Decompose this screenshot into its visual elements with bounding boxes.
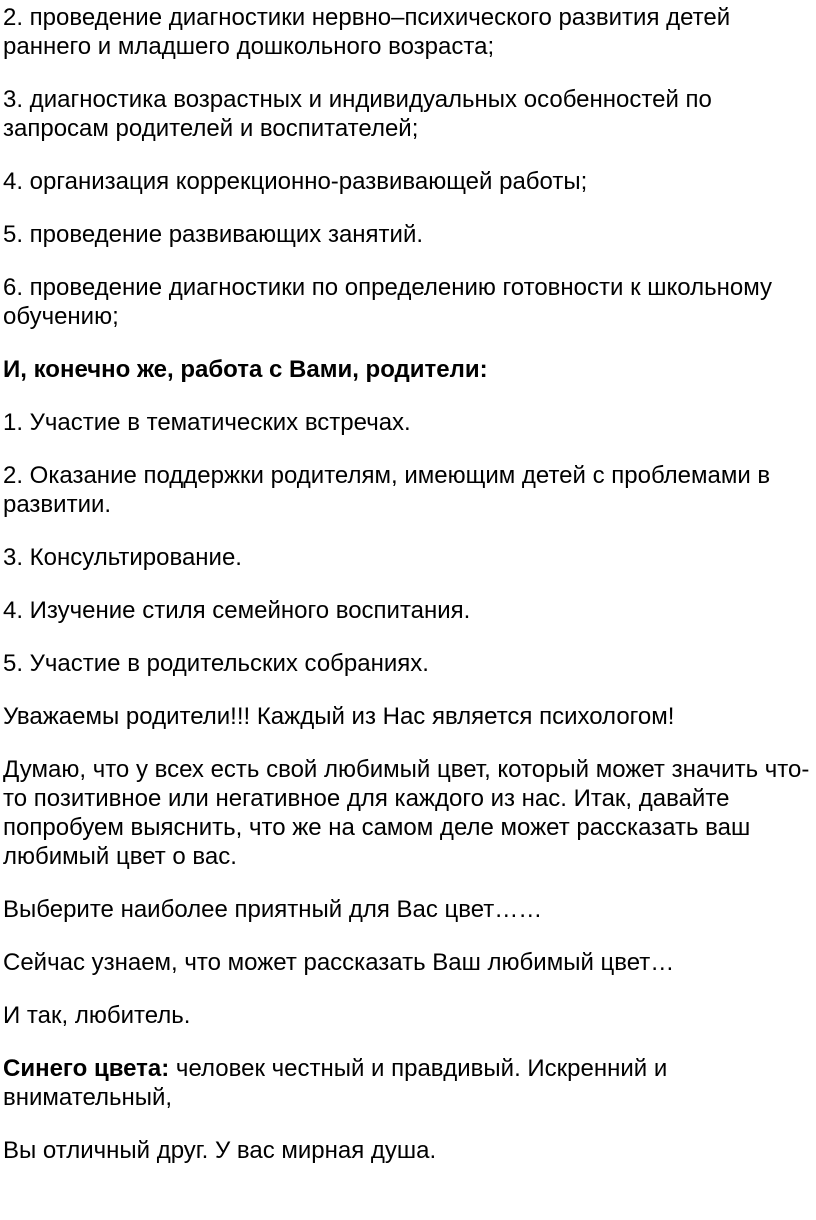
list-item-meetings: 1. Участие в тематических встречах. bbox=[3, 409, 411, 436]
list-item-diagnostics-development: 2. проведение диагностики нервно–психического развития детей раннего и младшего дошкольного возраста; bbox=[3, 4, 731, 60]
list-item-diagnostics-individual: 3. диагностика возрастных и индивидуальных особенностей по запросам родителей и воспитателей; bbox=[3, 86, 712, 142]
list-item-family-style: 4. Изучение стиля семейного воспитания. bbox=[3, 597, 471, 624]
blue-color-paragraph bbox=[3, 1054, 810, 1112]
list-item-parent-meetings: 5. Участие в родительских собраниях. bbox=[3, 650, 429, 677]
intro-paragraph: Думаю, что у всех есть свой любимый цвет, который может значить что-то позитивное или негативное для каждого из нас. Итак, давайте попробуем выяснить, что же на самом деле может рассказать ваш любимый цвет о вас. bbox=[3, 756, 810, 870]
list-item-consulting: 3. Консультирование. bbox=[3, 544, 242, 571]
greeting-paragraph: Уважаемы родители!!! Каждый из Нас является психологом! bbox=[3, 703, 675, 730]
section-heading-parents: И, конечно же, работа с Вами, родители: bbox=[3, 356, 488, 383]
list-item-developing-lessons: 5. проведение развивающих занятий. bbox=[3, 221, 424, 248]
list-item-school-readiness: 6. проведение диагностики по определению готовности к школьному обучению; bbox=[3, 274, 772, 330]
document-page bbox=[0, 3, 816, 1220]
find-out-paragraph: Сейчас узнаем, что может рассказать Ваш любимый цвет… bbox=[3, 949, 675, 976]
choose-color-paragraph: Выберите наиболее приятный для Вас цвет…… bbox=[3, 896, 543, 923]
list-item-support: 2. Оказание поддержки родителям, имеющим детей с проблемами в развитии. bbox=[3, 462, 771, 518]
blue-color-lead: Синего цвета: bbox=[3, 1055, 170, 1082]
blue-color-text: человек честный и правдивый. Искренний и внимательный, bbox=[3, 1055, 668, 1111]
friend-paragraph: Вы отличный друг. У вас мирная душа. bbox=[3, 1137, 437, 1164]
lover-paragraph: И так, любитель. bbox=[3, 1002, 191, 1029]
list-item-correction-work: 4. организация коррекционно-развивающей работы; bbox=[3, 168, 588, 195]
